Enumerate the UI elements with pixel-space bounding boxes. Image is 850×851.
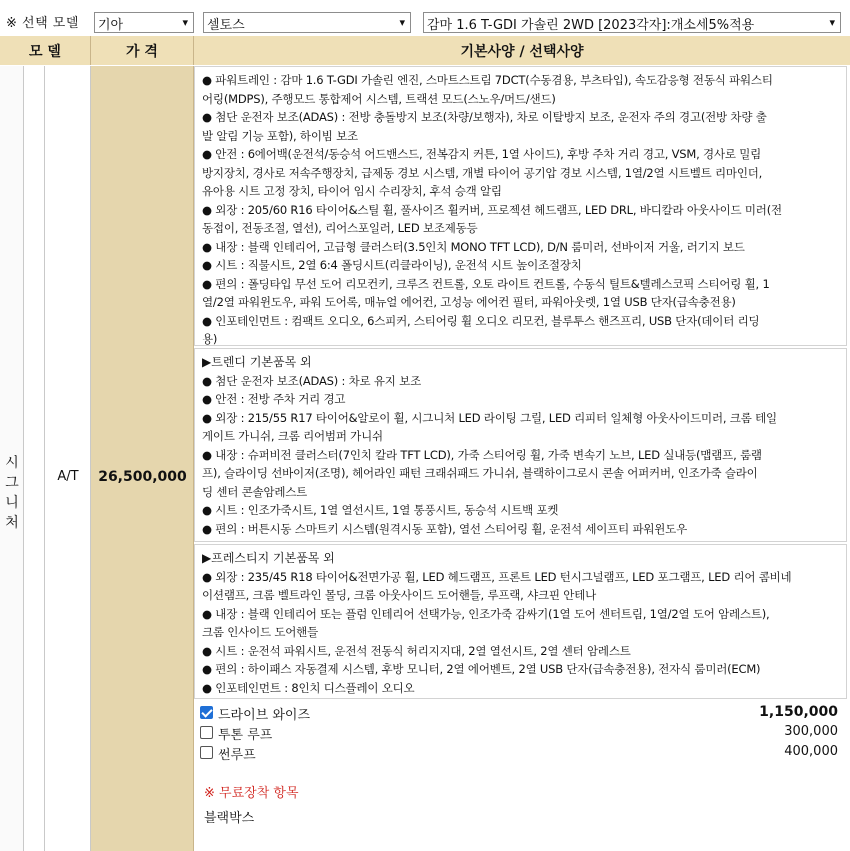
spec-line: ● 안전 : 전방 주차 거리 경고 (202, 392, 346, 406)
spec-line: ● 편의 : 폴딩타입 무선 도어 리모컨키, 크루즈 컨트롤, 오토 라이트 컨트롤, 수동식 틸트&텔레스코픽 스티어링 휠, 1 (202, 276, 770, 291)
spec-line: ● 파워트레인 : 감마 1.6 T-GDI 가솔린 엔진, 스마트스트림 7DCT(수동겸용, 부츠타입), 속도감응형 전동식 파워스티 (202, 73, 773, 87)
spec-line: ● 내장 : 블랙 인테리어 또는 플럼 인테리어 선택가능, 인조가죽 감싸기(1열 도어 센터트림, 1열/2열 도어 암레스트), (202, 606, 770, 621)
price-value: 26,500,000 (98, 469, 187, 485)
chevron-down-icon: ▾ (182, 16, 188, 29)
price-column (91, 66, 194, 851)
spec-line: ● 안전 : 6에어백(운전석/동승석 어드밴스드, 전복감지 커튼, 1열 사이드), 후방 주차 거리 경고, VSM, 경사로 밀림 (202, 147, 762, 161)
maker-select[interactable] (94, 12, 194, 33)
option-name: 썬루프 (218, 748, 256, 763)
engine-select[interactable] (423, 12, 841, 33)
header-spec: 기본사양 / 선택사양 (194, 36, 850, 65)
model-select[interactable] (203, 12, 411, 33)
spec-line: ● 시트 : 운전석 파워시트, 운전석 전동식 허리지지대, 2열 열선시트, 2열 센터 암레스트 (202, 643, 631, 658)
option-row-sunroof[interactable] (198, 743, 838, 763)
spec-line: 동접이, 전동조절, 열선), 리어스포일러, LED 보조제동등 (202, 221, 478, 235)
spec-line: ● 시트 : 직물시트, 2열 6:4 폴딩시트(리클라이닝), 운전석 시트 높이조절장치 (202, 258, 582, 272)
spec-line: 크롬 인사이드 도어핸들 (202, 625, 318, 639)
option-price: 400,000 (784, 744, 838, 759)
spec-line: 프), 슬라이딩 선바이저(조명), 헤어라인 패턴 크래쉬패드 가니쉬, 블랙하이그로시 콘솔 어퍼커버, 인조가죽 슬라이 (202, 466, 758, 480)
spec-line: ● 편의 : 버튼시동 스마트키 시스템(원격시동 포함), 열선 스티어링 휠, 운전석 세이프티 파워윈도우 (202, 521, 687, 536)
spec-line: ● 첨단 운전자 보조(ADAS) : 전방 충돌방지 보조(차량/보행자), 차로 이탈방지 보조, 운전자 주의 경고(전방 차량 출 (202, 110, 767, 124)
header-model: 모 델 (0, 36, 91, 65)
maker-select-value: 기아 (98, 18, 124, 33)
chevron-down-icon: ▾ (399, 16, 405, 29)
free-install-item: 블랙박스 (204, 811, 255, 826)
option-name: 드라이브 와이즈 (218, 708, 311, 723)
spec-line: 게이트 가니쉬, 크롬 리어범퍼 가니쉬 (202, 429, 383, 443)
spec-line: 발 알림 기능 포함), 하이빔 보조 (202, 128, 358, 143)
engine-select-value: 감마 1.6 T-GDI 가솔린 2WD [2023각자]:개소세5%적용 (427, 18, 755, 33)
spec-line: ● 첨단 운전자 보조(ADAS) : 차로 유지 보조 (202, 373, 421, 388)
spec-block-prestige (194, 544, 847, 699)
spec-line: ● 편의 : 하이패스 자동결제 시스템, 후방 모니터, 2열 에어벤트, 2열 USB 단자(급속충전용), 전자식 룸미러(ECM) (202, 662, 761, 676)
spec-line: ● 인포테인먼트 : 8인치 디스플레이 오디오 (202, 680, 415, 695)
spec-block-title: ▶프레스티지 기본품목 외 (202, 551, 335, 565)
transmission-column (45, 66, 91, 851)
model-selector-bar (0, 0, 850, 36)
spec-line: ● 인포테인먼트 : 컴팩트 오디오, 6스피커, 스티어링 휠 오디오 리모컨, 블루투스 핸즈프리, USB 단자(데이터 리딩 (202, 313, 760, 328)
spec-line: 어링(MDPS), 주행모드 통합제어 시스템, 트랙션 모드(스노우/머드/샌드) (202, 91, 556, 106)
spec-line: 딩 센터 콘솔암레스트 (202, 484, 308, 499)
spec-block-trendy (194, 348, 847, 542)
model-select-value: 셀토스 (207, 18, 245, 33)
option-price: 1,150,000 (759, 704, 838, 720)
option-row-drive-wise[interactable] (198, 703, 838, 723)
chevron-down-icon: ▾ (829, 16, 835, 29)
spec-line: ● 외장 : 205/60 R16 타이어&스틸 휠, 풀사이즈 휠커버, 프로젝션 헤드램프, LED DRL, 바디칼라 아웃사이드 미러(전 (202, 202, 782, 217)
trim-name: 시그니처 (5, 455, 19, 531)
spec-block-title: ▶트렌디 기본품목 외 (202, 355, 312, 369)
spec-line: ● 외장 : 235/45 R18 타이어&전면가공 휠, LED 헤드램프, 프론트 LED 턴시그널램프, LED 포그램프, LED 리어 콤비네 (202, 569, 792, 584)
spec-line: 유아용 시트 고정 장치, 타이어 임시 수리장치, 후석 승객 알림 (202, 184, 502, 198)
option-row-two-tone-roof[interactable] (198, 723, 838, 743)
spec-line: ● 외장 : 215/55 R17 타이어&알로이 휠, 시그니처 LED 라이팅 그릴, LED 리피터 일체형 아웃사이드미러, 크롬 테일 (202, 410, 777, 425)
trim-column (0, 66, 24, 851)
spec-line: 이션램프, 크롬 벨트라인 몰딩, 크롬 아웃사이드 도어핸들, 루프랙, 샤크핀 안테나 (202, 588, 597, 602)
option-price: 300,000 (784, 724, 838, 739)
spec-line: 방지장치, 경사로 저속주행장치, 급제동 경보 시스템, 개별 타이어 공기압 경보 시스템, 1열/2열 시트벨트 리마인더, (202, 165, 763, 180)
spec-line: ● 시트 : 인조가죽시트, 1열 열선시트, 1열 통풍시트, 동승석 시트백 포켓 (202, 503, 559, 517)
checkbox-drive-wise[interactable] (200, 706, 213, 719)
option-name: 투톤 루프 (218, 728, 273, 743)
spec-line: 열/2열 파워윈도우, 파워 도어록, 매뉴얼 에어컨, 고성능 에어컨 필터, 파워아웃렛, 1열 USB 단자(급속충전용) (202, 295, 736, 309)
transmission-value: A/T (57, 469, 79, 484)
spec-line: 용) (202, 332, 218, 346)
checkbox-two-tone-roof[interactable] (200, 726, 213, 739)
spec-line: ● 내장 : 블랙 인테리어, 고급형 클러스터(3.5인치 MONO TFT LCD), D/N 룸미러, 선바이저 거울, 러기지 보드 (202, 239, 745, 254)
checkbox-sunroof[interactable] (200, 746, 213, 759)
select-model-label: ※ 선택 모델 (6, 16, 79, 31)
spec-line: ● 내장 : 슈퍼비전 클러스터(7인치 칼라 TFT LCD), 가죽 스티어링 휠, 가죽 변속기 노브, LED 실내등(맵램프, 룸램 (202, 447, 762, 462)
free-install-title: ※ 무료장착 항목 (204, 786, 299, 801)
spec-block-base (194, 66, 847, 346)
spec-area (194, 66, 850, 851)
options-list (194, 701, 850, 761)
blank-column (24, 66, 45, 851)
header-price: 가 격 (91, 36, 194, 65)
